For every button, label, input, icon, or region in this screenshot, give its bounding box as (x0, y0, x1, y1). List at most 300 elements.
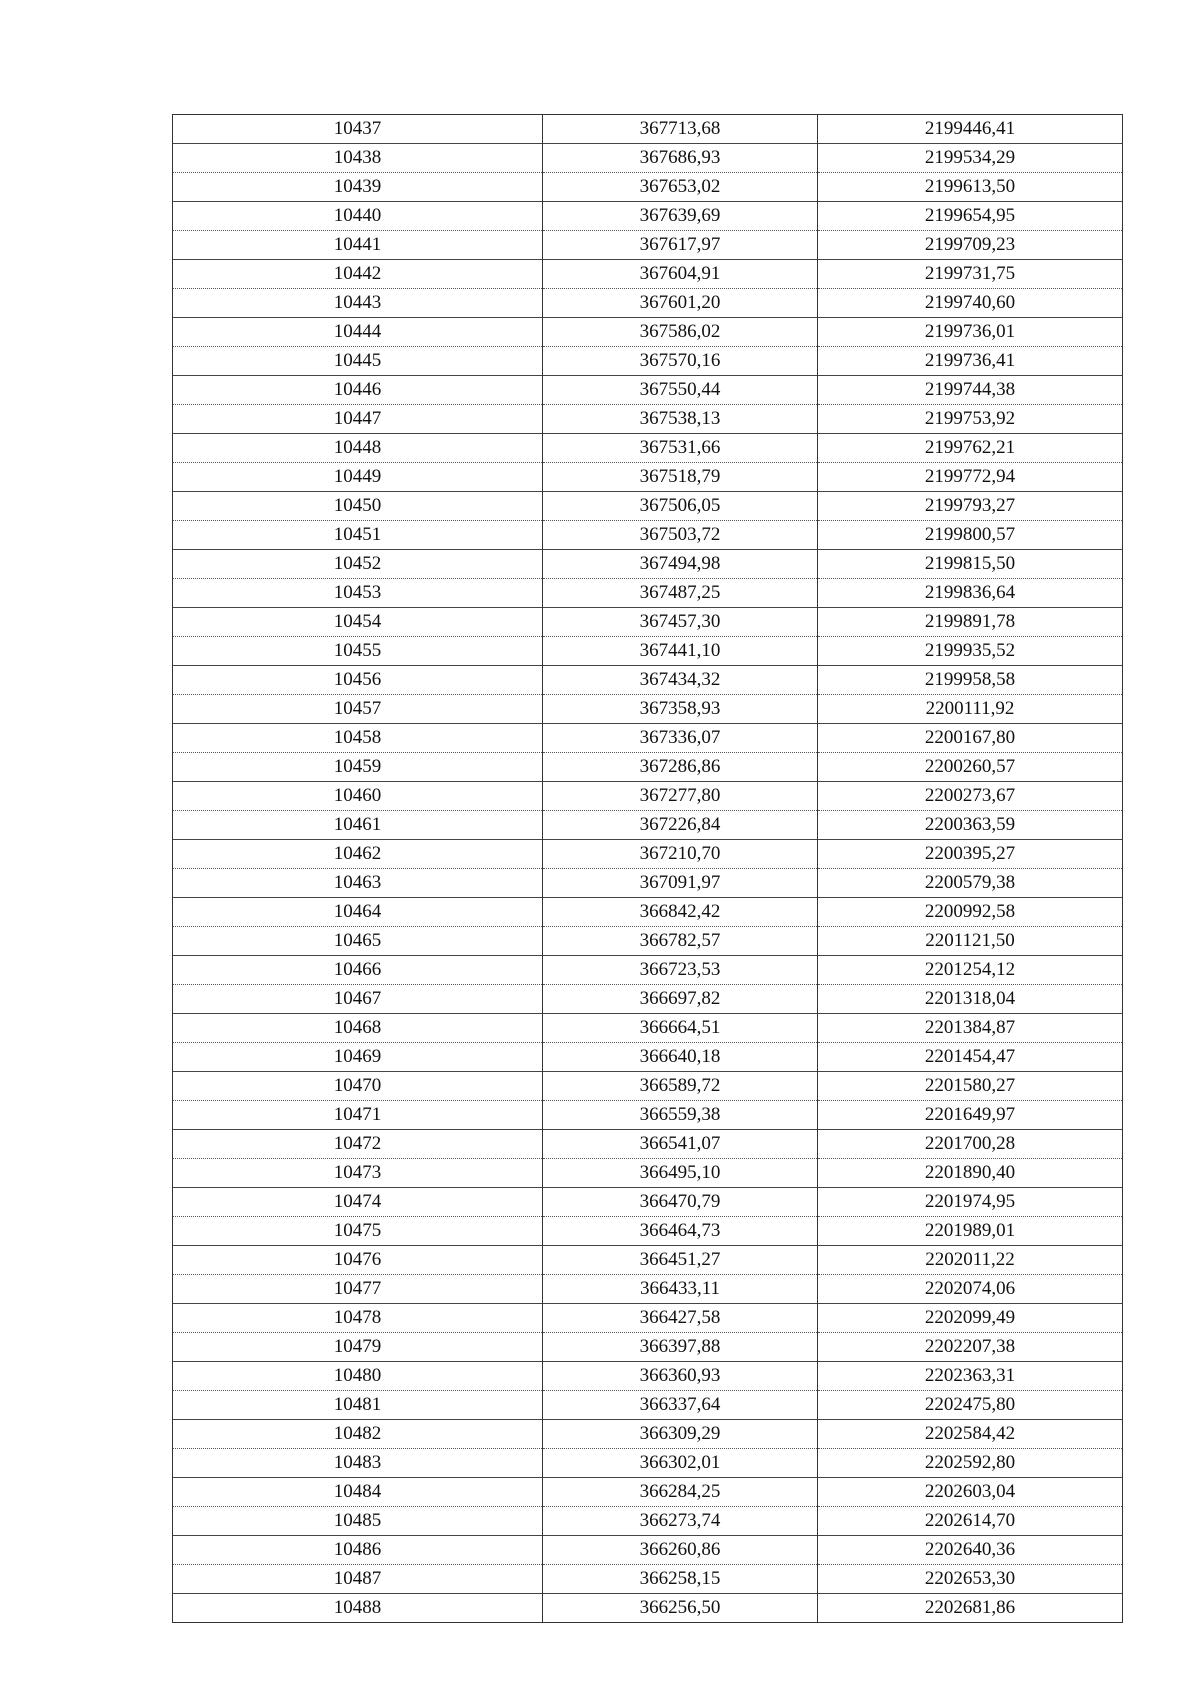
cell-value: 366697,82 (639, 988, 721, 1009)
cell-value: 2201649,97 (924, 1104, 1016, 1125)
table-row (173, 898, 1123, 927)
cell-value: 2202603,04 (924, 1481, 1016, 1502)
cell-value: 2201454,47 (924, 1046, 1016, 1067)
cell-value: 366256,50 (639, 1597, 721, 1618)
x-coordinate-cell (543, 579, 818, 608)
x-coordinate-cell (543, 1594, 818, 1623)
point-number-cell (173, 463, 543, 492)
y-coordinate-cell (818, 1449, 1123, 1478)
point-number-cell (173, 405, 543, 434)
table-row (173, 927, 1123, 956)
cell-value: 366433,11 (639, 1278, 721, 1299)
cell-value: 366260,86 (639, 1539, 721, 1560)
point-number-cell (173, 550, 543, 579)
point-number-cell (173, 1391, 543, 1420)
cell-value: 2201384,87 (924, 1017, 1016, 1038)
cell-value: 366258,15 (639, 1568, 721, 1589)
table-row (173, 492, 1123, 521)
y-coordinate-cell (818, 782, 1123, 811)
cell-value: 366397,88 (639, 1336, 721, 1357)
point-number-cell (173, 1507, 543, 1536)
cell-value: 10458 (333, 727, 382, 748)
y-coordinate-cell (818, 115, 1123, 144)
cell-value: 2199958,58 (924, 669, 1016, 690)
cell-value: 10448 (333, 437, 382, 458)
table-row (173, 260, 1123, 289)
cell-value: 366360,93 (639, 1365, 721, 1386)
cell-value: 2199654,95 (924, 205, 1016, 226)
y-coordinate-cell (818, 1043, 1123, 1072)
cell-value: 10463 (333, 872, 382, 893)
cell-value: 10470 (333, 1075, 382, 1096)
table-row (173, 1072, 1123, 1101)
cell-value: 366559,38 (639, 1104, 721, 1125)
x-coordinate-cell (543, 521, 818, 550)
y-coordinate-cell (818, 463, 1123, 492)
table-row (173, 1333, 1123, 1362)
table-row (173, 637, 1123, 666)
table-row (173, 347, 1123, 376)
x-coordinate-cell (543, 1101, 818, 1130)
y-coordinate-cell (818, 1188, 1123, 1217)
table-row (173, 985, 1123, 1014)
cell-value: 367277,80 (639, 785, 721, 806)
cell-value: 366427,58 (639, 1307, 721, 1328)
table-row (173, 1043, 1123, 1072)
y-coordinate-cell (818, 840, 1123, 869)
cell-value: 367653,02 (639, 176, 721, 197)
cell-value: 2199740,60 (924, 292, 1016, 313)
cell-value: 2201254,12 (924, 959, 1016, 980)
y-coordinate-cell (818, 550, 1123, 579)
y-coordinate-cell (818, 1391, 1123, 1420)
cell-value: 10469 (333, 1046, 382, 1067)
y-coordinate-cell (818, 1536, 1123, 1565)
x-coordinate-cell (543, 318, 818, 347)
y-coordinate-cell (818, 985, 1123, 1014)
cell-value: 2199815,50 (924, 553, 1016, 574)
table-row (173, 463, 1123, 492)
cell-value: 367503,72 (639, 524, 721, 545)
y-coordinate-cell (818, 753, 1123, 782)
point-number-cell (173, 1130, 543, 1159)
point-number-cell (173, 1594, 543, 1623)
table-row (173, 956, 1123, 985)
y-coordinate-cell (818, 521, 1123, 550)
y-coordinate-cell (818, 260, 1123, 289)
y-coordinate-cell (818, 173, 1123, 202)
cell-value: 10441 (333, 234, 382, 255)
cell-value: 2200273,67 (924, 785, 1016, 806)
cell-value: 10453 (333, 582, 382, 603)
cell-value: 367518,79 (639, 466, 721, 487)
cell-value: 10437 (333, 118, 382, 139)
cell-value: 366284,25 (639, 1481, 721, 1502)
x-coordinate-cell (543, 1043, 818, 1072)
x-coordinate-cell (543, 666, 818, 695)
cell-value: 2200579,38 (924, 872, 1016, 893)
y-coordinate-cell (818, 202, 1123, 231)
table-row (173, 1014, 1123, 1043)
cell-value: 2201989,01 (924, 1220, 1016, 1241)
x-coordinate-cell (543, 144, 818, 173)
cell-value: 2202207,38 (924, 1336, 1016, 1357)
x-coordinate-cell (543, 1478, 818, 1507)
cell-value: 10449 (333, 466, 382, 487)
y-coordinate-cell (818, 231, 1123, 260)
y-coordinate-cell (818, 405, 1123, 434)
table-row (173, 318, 1123, 347)
x-coordinate-cell (543, 1449, 818, 1478)
table-row (173, 1594, 1123, 1623)
cell-value: 367586,02 (639, 321, 721, 342)
cell-value: 2201890,40 (924, 1162, 1016, 1183)
cell-value: 367358,93 (639, 698, 721, 719)
point-number-cell (173, 1478, 543, 1507)
cell-value: 2199534,29 (924, 147, 1016, 168)
cell-value: 10477 (333, 1278, 382, 1299)
cell-value: 2199793,27 (924, 495, 1016, 516)
x-coordinate-cell (543, 289, 818, 318)
cell-value: 2200992,58 (924, 901, 1016, 922)
cell-value: 367550,44 (639, 379, 721, 400)
x-coordinate-cell (543, 608, 818, 637)
point-number-cell (173, 260, 543, 289)
cell-value: 367570,16 (639, 350, 721, 371)
y-coordinate-cell (818, 869, 1123, 898)
cell-value: 366337,64 (639, 1394, 721, 1415)
point-number-cell (173, 695, 543, 724)
cell-value: 10460 (333, 785, 382, 806)
point-number-cell (173, 1362, 543, 1391)
x-coordinate-cell (543, 434, 818, 463)
cell-value: 10478 (333, 1307, 382, 1328)
cell-value: 366782,57 (639, 930, 721, 951)
cell-value: 366664,51 (639, 1017, 721, 1038)
y-coordinate-cell (818, 1275, 1123, 1304)
cell-value: 2199709,23 (924, 234, 1016, 255)
cell-value: 366640,18 (639, 1046, 721, 1067)
y-coordinate-cell (818, 666, 1123, 695)
cell-value: 366302,01 (639, 1452, 721, 1473)
x-coordinate-cell (543, 260, 818, 289)
point-number-cell (173, 231, 543, 260)
cell-value: 366470,79 (639, 1191, 721, 1212)
x-coordinate-cell (543, 956, 818, 985)
table-row (173, 376, 1123, 405)
table-row (173, 202, 1123, 231)
y-coordinate-cell (818, 1420, 1123, 1449)
cell-value: 10475 (333, 1220, 382, 1241)
x-coordinate-cell (543, 115, 818, 144)
cell-value: 366723,53 (639, 959, 721, 980)
x-coordinate-cell (543, 985, 818, 1014)
cell-value: 10481 (333, 1394, 382, 1415)
x-coordinate-cell (543, 1159, 818, 1188)
cell-value: 2202074,06 (924, 1278, 1016, 1299)
table-row (173, 608, 1123, 637)
cell-value: 10442 (333, 263, 382, 284)
point-number-cell (173, 637, 543, 666)
y-coordinate-cell (818, 637, 1123, 666)
cell-value: 2199762,21 (924, 437, 1016, 458)
cell-value: 367531,66 (639, 437, 721, 458)
y-coordinate-cell (818, 956, 1123, 985)
cell-value: 366541,07 (639, 1133, 721, 1154)
cell-value: 10471 (333, 1104, 382, 1125)
y-coordinate-cell (818, 1507, 1123, 1536)
point-number-cell (173, 869, 543, 898)
table-row (173, 666, 1123, 695)
coordinate-table-body (173, 115, 1123, 1623)
cell-value: 367713,68 (639, 118, 721, 139)
x-coordinate-cell (543, 927, 818, 956)
table-row (173, 1536, 1123, 1565)
x-coordinate-cell (543, 1217, 818, 1246)
cell-value: 2199772,94 (924, 466, 1016, 487)
point-number-cell (173, 1304, 543, 1333)
point-number-cell (173, 1565, 543, 1594)
cell-value: 2199891,78 (924, 611, 1016, 632)
cell-value: 2200395,27 (924, 843, 1016, 864)
point-number-cell (173, 1101, 543, 1130)
cell-value: 10443 (333, 292, 382, 313)
point-number-cell (173, 434, 543, 463)
table-row (173, 550, 1123, 579)
table-row (173, 144, 1123, 173)
x-coordinate-cell (543, 840, 818, 869)
table-row (173, 840, 1123, 869)
table-row (173, 1565, 1123, 1594)
cell-value: 10486 (333, 1539, 382, 1560)
cell-value: 367091,97 (639, 872, 721, 893)
y-coordinate-cell (818, 492, 1123, 521)
cell-value: 10447 (333, 408, 382, 429)
y-coordinate-cell (818, 811, 1123, 840)
cell-value: 10451 (333, 524, 382, 545)
cell-value: 2199731,75 (924, 263, 1016, 284)
y-coordinate-cell (818, 1014, 1123, 1043)
x-coordinate-cell (543, 492, 818, 521)
table-row (173, 1362, 1123, 1391)
y-coordinate-cell (818, 434, 1123, 463)
cell-value: 367538,13 (639, 408, 721, 429)
cell-value: 2199736,41 (924, 350, 1016, 371)
point-number-cell (173, 898, 543, 927)
cell-value: 367226,84 (639, 814, 721, 835)
point-number-cell (173, 1043, 543, 1072)
cell-value: 367336,07 (639, 727, 721, 748)
y-coordinate-cell (818, 318, 1123, 347)
cell-value: 2199935,52 (924, 640, 1016, 661)
table-row (173, 724, 1123, 753)
table-row (173, 811, 1123, 840)
cell-value: 2200363,59 (924, 814, 1016, 835)
cell-value: 10446 (333, 379, 382, 400)
cell-value: 10438 (333, 147, 382, 168)
x-coordinate-cell (543, 1304, 818, 1333)
table-row (173, 1275, 1123, 1304)
point-number-cell (173, 608, 543, 637)
table-row (173, 695, 1123, 724)
cell-value: 2202653,30 (924, 1568, 1016, 1589)
cell-value: 2201121,50 (925, 930, 1015, 951)
y-coordinate-cell (818, 1217, 1123, 1246)
cell-value: 10485 (333, 1510, 382, 1531)
y-coordinate-cell (818, 1565, 1123, 1594)
point-number-cell (173, 753, 543, 782)
table-row (173, 1304, 1123, 1333)
point-number-cell (173, 1449, 543, 1478)
cell-value: 10457 (333, 698, 382, 719)
point-number-cell (173, 666, 543, 695)
cell-value: 10462 (333, 843, 382, 864)
cell-value: 367639,69 (639, 205, 721, 226)
point-number-cell (173, 1188, 543, 1217)
point-number-cell (173, 492, 543, 521)
cell-value: 366273,74 (639, 1510, 721, 1531)
table-row (173, 434, 1123, 463)
x-coordinate-cell (543, 1362, 818, 1391)
x-coordinate-cell (543, 637, 818, 666)
y-coordinate-cell (818, 376, 1123, 405)
cell-value: 2201318,04 (924, 988, 1016, 1009)
point-number-cell (173, 1159, 543, 1188)
cell-value: 2202614,70 (924, 1510, 1016, 1531)
cell-value: 367487,25 (639, 582, 721, 603)
table-row (173, 405, 1123, 434)
cell-value: 2201700,28 (924, 1133, 1016, 1154)
cell-value: 10465 (333, 930, 382, 951)
table-row (173, 173, 1123, 202)
point-number-cell (173, 144, 543, 173)
table-row (173, 1391, 1123, 1420)
x-coordinate-cell (543, 1536, 818, 1565)
cell-value: 10439 (333, 176, 382, 197)
cell-value: 2202011,22 (925, 1249, 1015, 1270)
cell-value: 10480 (333, 1365, 382, 1386)
table-row (173, 1217, 1123, 1246)
point-number-cell (173, 579, 543, 608)
x-coordinate-cell (543, 1072, 818, 1101)
cell-value: 2202584,42 (924, 1423, 1016, 1444)
x-coordinate-cell (543, 782, 818, 811)
cell-value: 2199744,38 (924, 379, 1016, 400)
cell-value: 10445 (333, 350, 382, 371)
table-row (173, 1130, 1123, 1159)
table-row (173, 782, 1123, 811)
cell-value: 10464 (333, 901, 382, 922)
cell-value: 2202099,49 (924, 1307, 1016, 1328)
cell-value: 2201580,27 (924, 1075, 1016, 1096)
cell-value: 367601,20 (639, 292, 721, 313)
cell-value: 10483 (333, 1452, 382, 1473)
cell-value: 2199613,50 (924, 176, 1016, 197)
x-coordinate-cell (543, 753, 818, 782)
x-coordinate-cell (543, 376, 818, 405)
cell-value: 10456 (333, 669, 382, 690)
cell-value: 367434,32 (639, 669, 721, 690)
cell-value: 2202475,80 (924, 1394, 1016, 1415)
x-coordinate-cell (543, 695, 818, 724)
cell-value: 367494,98 (639, 553, 721, 574)
cell-value: 2199753,92 (924, 408, 1016, 429)
table-row (173, 579, 1123, 608)
y-coordinate-cell (818, 1333, 1123, 1362)
point-number-cell (173, 724, 543, 753)
coordinate-table (172, 114, 1123, 1623)
x-coordinate-cell (543, 1420, 818, 1449)
point-number-cell (173, 1536, 543, 1565)
x-coordinate-cell (543, 1246, 818, 1275)
cell-value: 366309,29 (639, 1423, 721, 1444)
y-coordinate-cell (818, 1304, 1123, 1333)
x-coordinate-cell (543, 173, 818, 202)
cell-value: 10476 (333, 1249, 382, 1270)
y-coordinate-cell (818, 1594, 1123, 1623)
x-coordinate-cell (543, 463, 818, 492)
point-number-cell (173, 347, 543, 376)
cell-value: 10487 (333, 1568, 382, 1589)
point-number-cell (173, 173, 543, 202)
table-row (173, 115, 1123, 144)
point-number-cell (173, 318, 543, 347)
x-coordinate-cell (543, 1130, 818, 1159)
y-coordinate-cell (818, 289, 1123, 318)
y-coordinate-cell (818, 1130, 1123, 1159)
cell-value: 10479 (333, 1336, 382, 1357)
table-row (173, 1188, 1123, 1217)
cell-value: 2200111,92 (925, 698, 1015, 719)
y-coordinate-cell (818, 144, 1123, 173)
y-coordinate-cell (818, 695, 1123, 724)
cell-value: 366589,72 (639, 1075, 721, 1096)
y-coordinate-cell (818, 1246, 1123, 1275)
cell-value: 366451,27 (639, 1249, 721, 1270)
cell-value: 367604,91 (639, 263, 721, 284)
cell-value: 2202363,31 (924, 1365, 1016, 1386)
x-coordinate-cell (543, 1391, 818, 1420)
x-coordinate-cell (543, 1188, 818, 1217)
y-coordinate-cell (818, 1159, 1123, 1188)
cell-value: 367686,93 (639, 147, 721, 168)
cell-value: 10468 (333, 1017, 382, 1038)
cell-value: 367210,70 (639, 843, 721, 864)
cell-value: 2202640,36 (924, 1539, 1016, 1560)
cell-value: 2199800,57 (924, 524, 1016, 545)
table-row (173, 1507, 1123, 1536)
cell-value: 10472 (333, 1133, 382, 1154)
cell-value: 2199446,41 (924, 118, 1016, 139)
cell-value: 10444 (333, 321, 382, 342)
point-number-cell (173, 985, 543, 1014)
y-coordinate-cell (818, 1101, 1123, 1130)
cell-value: 366495,10 (639, 1162, 721, 1183)
cell-value: 367506,05 (639, 495, 721, 516)
cell-value: 2202681,86 (924, 1597, 1016, 1618)
table-row (173, 1449, 1123, 1478)
cell-value: 10484 (333, 1481, 382, 1502)
table-row (173, 1101, 1123, 1130)
cell-value: 366464,73 (639, 1220, 721, 1241)
x-coordinate-cell (543, 405, 818, 434)
cell-value: 366842,42 (639, 901, 721, 922)
point-number-cell (173, 115, 543, 144)
cell-value: 10473 (333, 1162, 382, 1183)
y-coordinate-cell (818, 927, 1123, 956)
point-number-cell (173, 289, 543, 318)
table-row (173, 1159, 1123, 1188)
